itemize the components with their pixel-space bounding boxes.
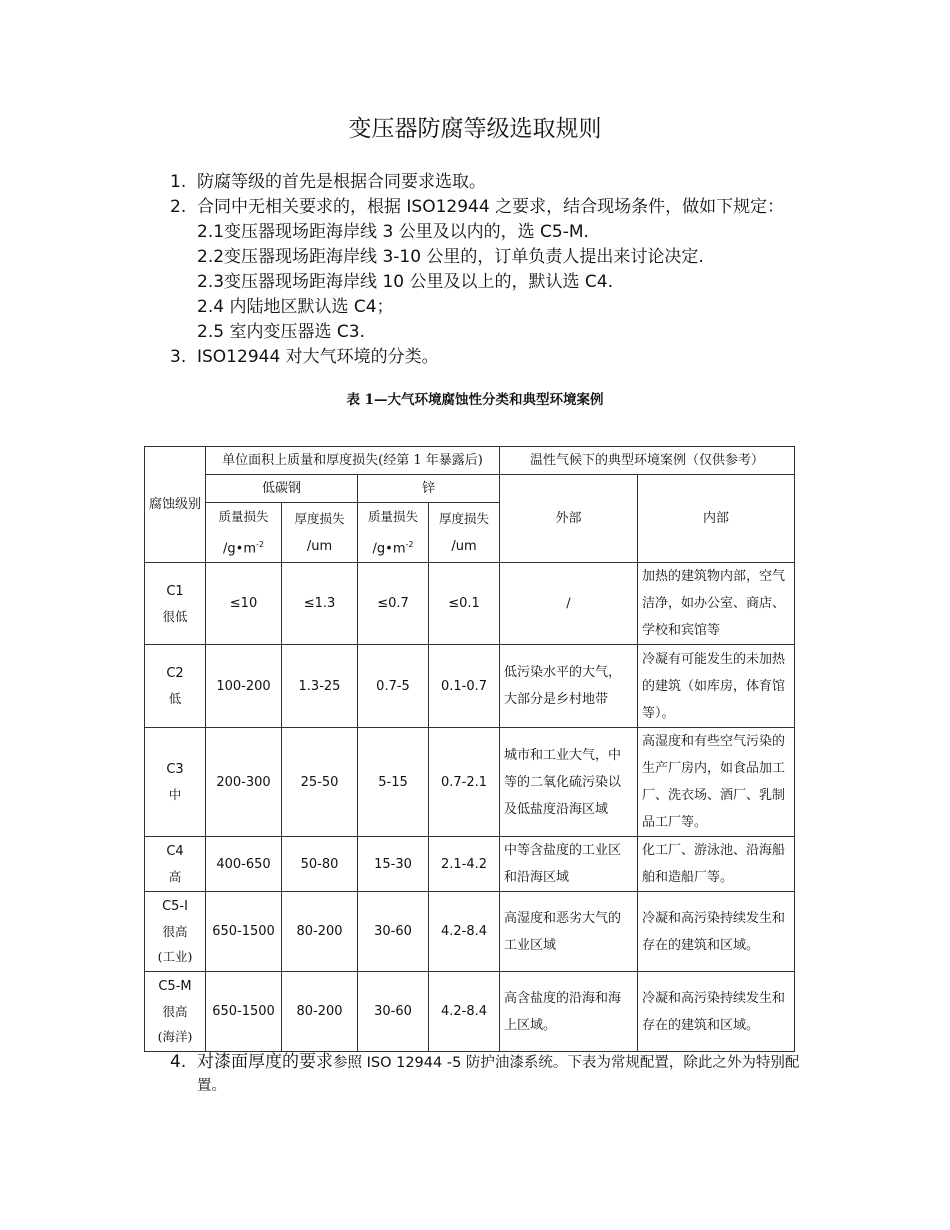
header-zinc-mass: 质量损失 $/g•m^{-2}$	[358, 503, 429, 563]
zinc-thickness-cell: 0.7-2.1	[429, 728, 500, 837]
grade-cell	[145, 837, 206, 892]
table-row	[145, 563, 795, 645]
steel-thickness-cell: 50-80	[282, 837, 358, 892]
header-steel: 低碳钢	[206, 475, 358, 503]
grade-level: 低	[168, 691, 182, 707]
steel-mass-cell: 400-650	[206, 837, 282, 892]
list-item-1	[170, 170, 810, 195]
steel-thickness-cell: 1.3-25	[282, 645, 358, 728]
indoor-cell: 冷凝和高污染持续发生和存在的建筑和区域。	[638, 892, 795, 972]
steel-mass-cell: 650-1500	[206, 892, 282, 972]
table-caption: 表 1—大气环境腐蚀性分类和典型环境案例	[346, 392, 604, 408]
list-number: 1.	[170, 172, 187, 192]
zinc-mass-cell: 0.7-5	[358, 645, 429, 728]
header-loss-group: 单位面积上质量和厚度损失(经第 1 年暴露后)	[206, 447, 500, 475]
outdoor-cell: 城市和工业大气，中等的二氧化硫污染以及低盐度沿海区域	[500, 728, 638, 837]
steel-thickness-cell: 80-200	[282, 892, 358, 972]
grade-level: 高	[168, 869, 182, 885]
zinc-mass-cell: 5-15	[358, 728, 429, 837]
grade-cell	[145, 892, 206, 972]
grade-level: 很低	[162, 608, 188, 624]
zinc-mass-cell: 30-60	[358, 972, 429, 1052]
header-steel-mass: 质量损失 $/g•m^{-2}$	[206, 503, 282, 563]
list-item-2	[170, 195, 810, 220]
zinc-thickness-cell: 4.2-8.4	[429, 892, 500, 972]
header-zinc: 锌	[358, 475, 500, 503]
header-env-group: 温性气候下的典型环境案例（仅供参考）	[500, 447, 795, 475]
zinc-thickness-cell: 4.2-8.4	[429, 972, 500, 1052]
grade-code: C2	[166, 666, 184, 682]
grade-cell	[145, 972, 206, 1052]
zinc-mass-cell: 15-30	[358, 837, 429, 892]
grade-cell	[145, 563, 206, 645]
outdoor-cell: 低污染水平的大气，大部分是乡村地带	[500, 645, 638, 728]
table-row	[145, 972, 795, 1052]
list-item-4	[170, 1051, 815, 1097]
steel-mass-cell: 650-1500	[206, 972, 282, 1052]
header-zinc-thickness: 厚度损失 /um	[429, 503, 500, 563]
grade-level: 中	[168, 787, 182, 803]
table-row	[145, 892, 795, 972]
grade-cell	[145, 728, 206, 837]
corrosivity-table	[144, 446, 795, 1052]
steel-thickness-cell: ≤1.3	[282, 563, 358, 645]
indoor-cell: 冷凝和高污染持续发生和存在的建筑和区域。	[638, 972, 795, 1052]
header-outdoor: 外部	[500, 475, 638, 563]
outdoor-cell: 中等含盐度的工业区和沿海区域	[500, 837, 638, 892]
list-number: 4.	[170, 1052, 187, 1072]
list-text: ISO12944 对大气环境的分类。	[197, 347, 439, 367]
table-row	[145, 728, 795, 837]
sub-item: 2.2变压器现场距海岸线 3-10 公里的，订单负责人提出来讨论决定.	[197, 247, 704, 267]
outdoor-cell: /	[500, 563, 638, 645]
indoor-cell: 加热的建筑物内部，空气洁净，如办公室、商店、学校和宾馆等	[638, 563, 795, 645]
sub-item: 2.4 内陆地区默认选 C4；	[197, 297, 394, 317]
grade-code: C5-I	[162, 899, 188, 915]
list-item-3	[170, 345, 810, 370]
grade-cell	[145, 645, 206, 728]
indoor-cell: 化工厂、游泳池、沿海船舶和造船厂等。	[638, 837, 795, 892]
list-number: 2.	[170, 197, 187, 217]
grade-level: 很高	[162, 1004, 188, 1020]
zinc-mass-cell: 30-60	[358, 892, 429, 972]
zinc-thickness-cell: 0.1-0.7	[429, 645, 500, 728]
sub-item: 2.5 室内变压器选 C3.	[197, 322, 365, 342]
document-title: 变压器防腐等级选取规则	[348, 116, 602, 142]
indoor-cell: 冷凝有可能发生的未加热的建筑（如库房，体育馆等）。	[638, 645, 795, 728]
sub-item: 2.3变压器现场距海岸线 10 公里及以上的，默认选 C4.	[197, 272, 613, 292]
header-indoor: 内部	[638, 475, 795, 563]
zinc-thickness-cell: ≤0.1	[429, 563, 500, 645]
list-text: 对漆面厚度的要求参照 ISO 12944 -5 防护油漆系统。下表为常规配置，除此之外为特别配置。	[197, 1052, 800, 1094]
steel-mass-cell: ≤10	[206, 563, 282, 645]
table-row	[145, 645, 795, 728]
steel-mass-cell: 100-200	[206, 645, 282, 728]
list-number: 3.	[170, 347, 187, 367]
sub-item: 2.1变压器现场距海岸线 3 公里及以内的，选 C5-M.	[197, 222, 589, 242]
header-steel-thickness: 厚度损失 /um	[282, 503, 358, 563]
outdoor-cell: 高湿度和恶劣大气的工业区域	[500, 892, 638, 972]
grade-code: C1	[166, 583, 184, 599]
list-text: 防腐等级的首先是根据合同要求选取。	[197, 172, 486, 192]
zinc-mass-cell: ≤0.7	[358, 563, 429, 645]
list-text: 合同中无相关要求的，根据 ISO12944 之要求，结合现场条件，做如下规定：	[197, 197, 785, 217]
grade-sub: (海洋)	[157, 1029, 193, 1045]
grade-code: C5-M	[158, 979, 192, 995]
steel-mass-cell: 200-300	[206, 728, 282, 837]
steel-thickness-cell: 80-200	[282, 972, 358, 1052]
grade-level: 很高	[162, 924, 188, 940]
grade-code: C4	[166, 844, 184, 860]
grade-code: C3	[166, 762, 184, 778]
zinc-thickness-cell: 2.1-4.2	[429, 837, 500, 892]
grade-sub: (工业)	[157, 949, 193, 965]
indoor-cell: 高湿度和有些空气污染的生产厂房内，如食品加工厂、洗衣场、酒厂、乳制品工厂等。	[638, 728, 795, 837]
rules-list	[170, 170, 810, 370]
table-row	[145, 837, 795, 892]
steel-thickness-cell: 25-50	[282, 728, 358, 837]
outdoor-cell: 高含盐度的沿海和海上区域。	[500, 972, 638, 1052]
header-grade: 腐蚀级别	[145, 447, 206, 563]
